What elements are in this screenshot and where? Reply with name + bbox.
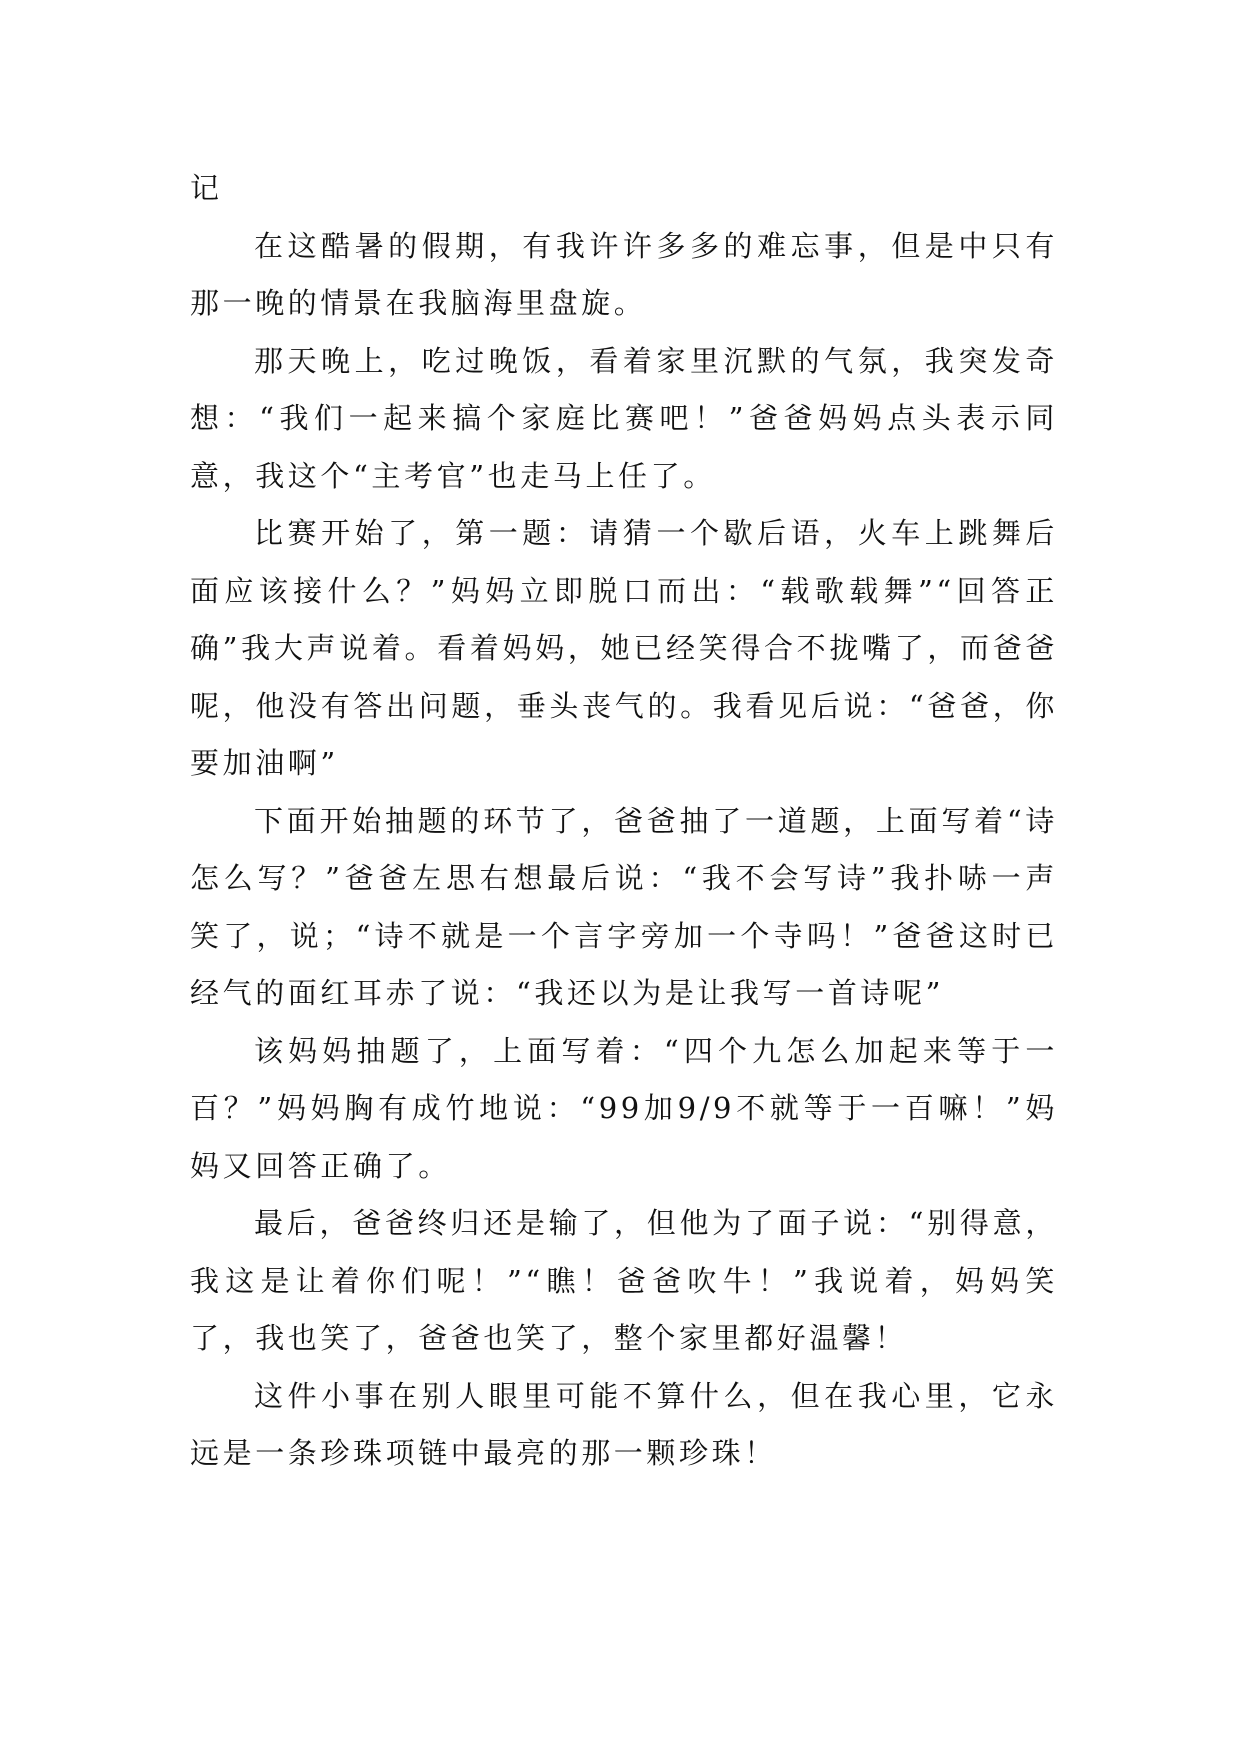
paragraph-3: 比赛开始了，第一题：请猜一个歇后语，火车上跳舞后面应该接什么？”妈妈立即脱口而出：“载歌载舞”“回答正确”我大声说着。看着妈妈，她已经笑得合不拢嘴了，而爸爸呢，他没有答出问题，垂头丧气的。我看见后说：“爸爸，你要加油啊” (190, 516, 1058, 780)
paragraph-4: 下面开始抽题的环节了，爸爸抽了一道题，上面写着“诗怎么写？”爸爸左思右想最后说：“我不会写诗”我扑哧一声笑了，说；“诗不就是一个言字旁加一个寺吗！”爸爸这时已经气的面红耳赤了说：“我还以为是让我写一首诗呢” (190, 803, 1058, 1010)
document-body (190, 160, 1058, 1483)
title-fragment: 记 (190, 171, 223, 205)
paragraph-7: 这件小事在别人眼里可能不算什么，但在我心里，它永远是一条珍珠项链中最亮的那一颗珍珠！ (190, 1378, 1058, 1470)
paragraph-1: 在这酷暑的假期，有我许许多多的难忘事，但是中只有那一晚的情景在我脑海里盘旋。 (190, 228, 1058, 320)
paragraph-2: 那天晚上，吃过晚饭，看着家里沉默的气氛，我突发奇想：“我们一起来搞个家庭比赛吧！”爸爸妈妈点头表示同意，我这个“主考官”也走马上任了。 (190, 343, 1058, 493)
paragraph-5: 该妈妈抽题了，上面写着：“四个九怎么加起来等于一百？”妈妈胸有成竹地说：“99加9/9不就等于一百嘛！”妈妈又回答正确了。 (190, 1033, 1058, 1183)
paragraph-6: 最后，爸爸终归还是输了，但他为了面子说：“别得意，我这是让着你们呢！”“瞧！爸爸吹牛！”我说着，妈妈笑了，我也笑了，爸爸也笑了，整个家里都好温馨！ (190, 1206, 1058, 1355)
